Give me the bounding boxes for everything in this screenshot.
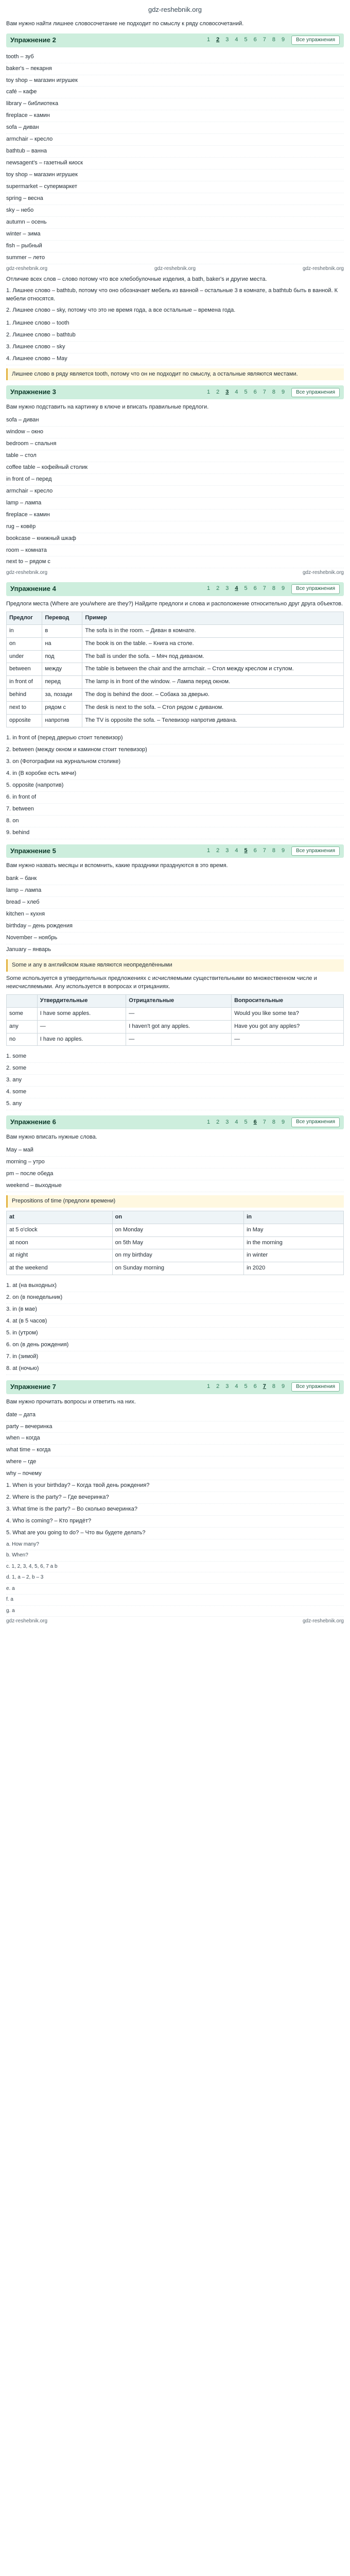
table-cell: — [126, 1007, 232, 1020]
answer-item: 4. Лишнее слово – May [6, 353, 344, 365]
table-cell: The desk is next to the sofa. – Стол рядом с диваном. [82, 702, 344, 715]
footer-answer-list [6, 1539, 344, 1617]
watermark-row [6, 569, 344, 577]
list-item: when – когда [6, 1433, 344, 1445]
list-item: fish – рыбный [6, 241, 344, 252]
exercise-nav-item[interactable]: 9 [282, 585, 285, 592]
table-header: Утвердительные [37, 994, 126, 1007]
table-cell: in front of [7, 676, 42, 689]
answer-item: 2. Лишнее слово – bathtub [6, 330, 344, 342]
exercise-nav-item[interactable]: 6 [253, 1383, 257, 1390]
table-cell: any [7, 1020, 38, 1033]
table-cell: on Sunday morning [112, 1262, 244, 1275]
answer-list [6, 733, 344, 839]
table-row [7, 1020, 344, 1033]
table-row [7, 702, 344, 715]
list-item: newsagent's – газетный киоск [6, 158, 344, 170]
site-title[interactable]: gdz-reshebnik.org [148, 6, 202, 13]
table-header [7, 994, 38, 1007]
exercise-5-header [6, 844, 344, 858]
exercise-nav-item[interactable]: 7 [262, 1118, 266, 1125]
all-exercises-button[interactable]: Все упражнения [291, 584, 340, 594]
exercise-nav-item-current[interactable]: 3 [225, 388, 229, 395]
table-cell: в [42, 624, 82, 637]
table-row [7, 650, 344, 663]
list-item: autumn – осень [6, 217, 344, 229]
list-item: what time – когда [6, 1445, 344, 1456]
exercise-nav-item[interactable]: 2 [216, 1118, 220, 1125]
exercise-nav-item[interactable]: 4 [235, 1118, 238, 1125]
exercise-nav-item[interactable]: 6 [253, 388, 257, 395]
paragraph: 2. Лишнее слово – sky, потому что это не время года, а все остальные – времена года. [6, 307, 236, 313]
list-item: window – окно [6, 427, 344, 438]
table-cell: Would you like some tea? [232, 1007, 344, 1020]
table-header-row [7, 1211, 344, 1224]
vocab-list [6, 1410, 344, 1481]
answer-item: 1. in front of (перед дверью стоит телевизор) [6, 733, 344, 744]
table-row [7, 1249, 344, 1262]
table-cell: между [42, 663, 82, 676]
table-row [7, 1236, 344, 1249]
list-item: summer – лето [6, 252, 344, 264]
table-row [7, 624, 344, 637]
exercise-4 [6, 582, 344, 839]
list-item: January – январь [6, 944, 344, 956]
list-item: bathtub – ванна [6, 146, 344, 158]
list-item: kitchen – кухня [6, 909, 344, 921]
exercise-2 [6, 33, 344, 381]
exercise-3-header [6, 385, 344, 399]
table-cell: перед [42, 676, 82, 689]
list-item: winter – зима [6, 229, 344, 241]
exercise-3-title: Упражнение 3 [10, 388, 56, 396]
list-item: lamp – лампа [6, 885, 344, 897]
table-cell: рядом с [42, 702, 82, 715]
table-cell: The book is on the table. – Книга на столе. [82, 637, 344, 650]
all-exercises-button[interactable]: Все упражнения [291, 1382, 340, 1392]
list-item: spring – весна [6, 193, 344, 205]
table-header: at [7, 1211, 113, 1224]
exercise-5 [6, 844, 344, 1111]
table-cell: напротив [42, 715, 82, 727]
table-cell: opposite [7, 715, 42, 727]
table-cell: Have you got any apples? [232, 1020, 344, 1033]
prepositions-table [6, 612, 344, 727]
list-item: fireplace – камин [6, 510, 344, 521]
answer-item: e. a [6, 1584, 344, 1595]
exercise-nav [205, 1383, 286, 1391]
list-item: morning – утро [6, 1157, 344, 1168]
all-exercises-button[interactable]: Все упражнения [291, 36, 340, 45]
exercise-nav-item-current[interactable]: 6 [253, 1118, 257, 1125]
paragraph: Вам нужно вписать нужные слова. [6, 1134, 97, 1140]
answer-list [6, 1480, 344, 1539]
vocab-list [6, 1145, 344, 1192]
list-item: bedroom – спальня [6, 438, 344, 450]
table-cell: in the morning [244, 1236, 344, 1249]
table-row [7, 1224, 344, 1236]
list-item: sky – небо [6, 205, 344, 217]
all-exercises-button[interactable]: Все упражнения [291, 388, 340, 398]
list-item: date – дата [6, 1410, 344, 1421]
list-item: why – почему [6, 1468, 344, 1480]
exercise-nav-item[interactable]: 2 [216, 585, 220, 592]
paragraph: Вам нужно подставить на картинку в ключе и вписать правильные предлоги. [6, 404, 209, 411]
exercise-6 [6, 1115, 344, 1375]
table-cell: The sofa is in the room. – Диван в комнате. [82, 624, 344, 637]
list-item: fireplace – камин [6, 110, 344, 122]
list-item: library – библиотека [6, 98, 344, 110]
exercise-nav-item[interactable]: 1 [207, 1383, 211, 1390]
list-item: armchair – кресло [6, 134, 344, 146]
table-cell: at 5 o'clock [7, 1224, 113, 1236]
answer-item: 4. in (В коробке есть мячи) [6, 768, 344, 780]
answer-item: 4. Who is coming? – Кто придёт? [6, 1516, 344, 1528]
exercise-nav [205, 388, 286, 397]
rule-title: Prepositions of time (предлоги времени) [6, 1195, 344, 1208]
exercise-nav-item[interactable]: 2 [216, 388, 220, 395]
exercise-nav-item[interactable]: 1 [207, 1118, 211, 1125]
table-header-row [7, 612, 344, 624]
some-any-table [6, 994, 344, 1046]
list-item: bookcase – книжный шкаф [6, 533, 344, 545]
answer-item: a. How many? [6, 1539, 344, 1551]
table-cell: in winter [244, 1249, 344, 1262]
exercise-nav-item[interactable]: 7 [262, 388, 266, 395]
exercise-nav-item[interactable]: 9 [282, 848, 285, 854]
table-cell: in 2020 [244, 1262, 344, 1275]
table-row [7, 1007, 344, 1020]
list-item: armchair – кресло [6, 486, 344, 498]
table-header-row [7, 994, 344, 1007]
answer-item: 2. some [6, 1063, 344, 1075]
vocab-list [6, 52, 344, 264]
exercise-7-title: Упражнение 7 [10, 1382, 56, 1391]
exercise-nav-item[interactable]: 1 [207, 388, 211, 395]
intro-text: Вам нужно найти лишнее словосочетание не подходит по смыслу к ряду словосочетаний. [6, 20, 244, 27]
exercise-nav-item[interactable]: 9 [282, 388, 285, 395]
watermark: gdz-reshebnik.org [6, 1618, 48, 1624]
exercise-nav-item[interactable]: 3 [225, 1118, 229, 1125]
table-cell: — [232, 1033, 344, 1046]
exercise-7 [6, 1380, 344, 1625]
rule-title: Some и any в английском языке являются неопределёнными [6, 959, 344, 972]
table-cell: The table is between the chair and the armchair. – Стол между креслом и стулом. [82, 663, 344, 676]
watermark-row [6, 1618, 344, 1625]
paragraph: Вам нужно прочитать вопросы и ответить на них. [6, 1398, 136, 1405]
watermark: gdz-reshebnik.org [302, 265, 344, 272]
exercise-nav-item[interactable]: 5 [244, 1383, 248, 1390]
paragraph: Отличие всех слов – слово потому что все хлебобулочные изделия, а bath, baker's и другие места. [6, 276, 267, 282]
table-cell: at night [7, 1249, 113, 1262]
exercise-nav-item[interactable]: 8 [272, 585, 276, 592]
table-row [7, 689, 344, 702]
exercise-nav-item[interactable]: 8 [272, 1118, 276, 1125]
list-item: in front of – перед [6, 474, 344, 486]
table-row [7, 1262, 344, 1275]
exercise-nav-item[interactable]: 9 [282, 1383, 285, 1390]
table-cell: between [7, 663, 42, 676]
answer-item: c. 1, 2, 3, 4, 5, 6, 7 a b [6, 1562, 344, 1573]
exercise-4-header [6, 582, 344, 596]
table-row [7, 676, 344, 689]
exercise-nav-item[interactable]: 2 [216, 848, 220, 854]
exercise-nav-item[interactable]: 2 [216, 1383, 220, 1390]
list-item: May – май [6, 1145, 344, 1157]
answer-item: d. 1, a – 2, b – 3 [6, 1572, 344, 1584]
table-cell: in [7, 624, 42, 637]
exercise-nav-item[interactable]: 8 [272, 848, 276, 854]
exercise-nav-item[interactable]: 4 [235, 388, 238, 395]
list-item: bread – хлеб [6, 897, 344, 909]
answer-item: 1. Лишнее слово – tooth [6, 318, 344, 330]
list-item: supermarket – супермаркет [6, 181, 344, 193]
exercise-nav-item[interactable]: 5 [244, 37, 248, 43]
table-cell: I have some apples. [37, 1007, 126, 1020]
table-cell: on [7, 637, 42, 650]
table-header: Отрицательные [126, 994, 232, 1007]
exercise-3 [6, 385, 344, 577]
exercise-nav-item[interactable]: 4 [235, 848, 238, 854]
answer-item: 1. When is your birthday? – Когда твой день рождения? [6, 1480, 344, 1492]
answer-list [6, 1051, 344, 1110]
paragraph: Вам нужно назвать месяцы и вспомнить, какие праздники празднуются в это время. [6, 862, 228, 869]
answer-item: b. When? [6, 1550, 344, 1562]
watermark: gdz-reshebnik.org [302, 1618, 344, 1624]
answer-item: 7. in (зимой) [6, 1351, 344, 1363]
exercise-7-header [6, 1380, 344, 1394]
answer-item: 4. at (в 5 часов) [6, 1316, 344, 1328]
list-item: party – вечеринка [6, 1421, 344, 1433]
list-item: November – ноябрь [6, 933, 344, 944]
exercise-nav-item[interactable]: 3 [225, 848, 229, 854]
answer-item: g. a [6, 1606, 344, 1617]
exercise-nav-item[interactable]: 8 [272, 37, 276, 43]
table-cell: The TV is opposite the sofa. – Телевизор напротив дивана. [82, 715, 344, 727]
list-item: café – кафе [6, 87, 344, 98]
note: Лишнее слово в ряду является tooth, потому что он не подходит по смыслу, а остальные являются местами. [6, 368, 344, 381]
table-cell: — [37, 1020, 126, 1033]
exercise-nav-item[interactable]: 4 [235, 1383, 238, 1390]
exercise-nav-item[interactable]: 8 [272, 1383, 276, 1390]
list-item: coffee table – кофейный столик [6, 462, 344, 474]
exercise-nav-item[interactable]: 5 [244, 585, 248, 592]
prepositions-time-table [6, 1211, 344, 1276]
watermark: gdz-reshebnik.org [6, 570, 48, 576]
all-exercises-button[interactable]: Все упражнения [291, 846, 340, 856]
answer-item: 2. Where is the party? – Где вечеринка? [6, 1492, 344, 1504]
answer-item: 3. in (в мае) [6, 1304, 344, 1316]
answer-item: 2. on (в понедельник) [6, 1292, 344, 1304]
table-cell: no [7, 1033, 38, 1046]
exercise-nav-item[interactable]: 9 [282, 1118, 285, 1125]
list-item: pm – после обеда [6, 1168, 344, 1180]
table-row [7, 637, 344, 650]
list-item: where – где [6, 1456, 344, 1468]
table-cell: on Monday [112, 1224, 244, 1236]
exercise-6-header [6, 1115, 344, 1129]
table-cell: in May [244, 1224, 344, 1236]
table-cell: — [126, 1033, 232, 1046]
exercise-2-header [6, 33, 344, 47]
list-item: sofa – диван [6, 415, 344, 427]
answer-item: 5. any [6, 1098, 344, 1110]
watermark-row [6, 265, 344, 273]
exercise-nav-item[interactable]: 5 [244, 388, 248, 395]
list-item: rug – ковёр [6, 521, 344, 533]
list-item: weekend – выходные [6, 1180, 344, 1192]
list-item: room – комната [6, 545, 344, 557]
list-item: baker's – пекарня [6, 63, 344, 75]
paragraph: 1. Лишнее слово – bathtub, потому что оно обозначает мебель из ванной – остальные 3 в комнате, а bathtub быть в ванной. К мебели относятся. [6, 287, 338, 302]
table-cell: The lamp is in front of the window. – Лампа перед окном. [82, 676, 344, 689]
table-cell: I have no apples. [37, 1033, 126, 1046]
exercise-nav-item[interactable]: 6 [253, 585, 257, 592]
answer-item: 6. in front of [6, 792, 344, 804]
list-item: toy shop – магазин игрушек [6, 170, 344, 181]
exercise-nav-item[interactable]: 5 [244, 1118, 248, 1125]
exercise-nav-item[interactable]: 4 [235, 37, 238, 43]
exercise-nav-item-current[interactable]: 2 [216, 37, 220, 43]
table-cell: some [7, 1007, 38, 1020]
answer-item: 5. in (утром) [6, 1328, 344, 1340]
table-cell: The dog is behind the door. – Собака за дверью. [82, 689, 344, 702]
vocab-list [6, 415, 344, 568]
answer-item: 3. on (Фотографии на журнальном столике) [6, 756, 344, 768]
exercise-nav-item[interactable]: 3 [225, 585, 229, 592]
list-item: sofa – диван [6, 122, 344, 134]
answer-item: 4. some [6, 1087, 344, 1098]
exercise-5-title: Упражнение 5 [10, 846, 56, 855]
table-cell: behind [7, 689, 42, 702]
exercise-nav-item[interactable]: 6 [253, 848, 257, 854]
list-item: bank – банк [6, 873, 344, 885]
table-cell: at the weekend [7, 1262, 113, 1275]
answer-list [6, 1280, 344, 1375]
table-cell: on 5th May [112, 1236, 244, 1249]
table-row [7, 1033, 344, 1046]
answer-item: 2. between (между окном и камином стоит телевизор) [6, 744, 344, 756]
all-exercises-button[interactable]: Все упражнения [291, 1117, 340, 1127]
answer-item: 8. at (ночью) [6, 1363, 344, 1375]
answer-item: 1. at (на выходных) [6, 1280, 344, 1292]
table-cell: I haven't got any apples. [126, 1020, 232, 1033]
vocab-list [6, 873, 344, 956]
exercise-nav-item[interactable]: 7 [262, 585, 266, 592]
answer-item: 6. on (в день рождения) [6, 1340, 344, 1351]
table-header: on [112, 1211, 244, 1224]
answer-item: f. a [6, 1595, 344, 1606]
table-header: Вопросительные [232, 994, 344, 1007]
table-cell: under [7, 650, 42, 663]
exercise-nav [205, 36, 286, 44]
list-item: next to – рядом с [6, 556, 344, 568]
exercise-nav-item[interactable]: 1 [207, 848, 211, 854]
list-item: table – стол [6, 450, 344, 462]
exercise-nav-item[interactable]: 7 [262, 37, 266, 43]
table-cell: The ball is under the sofa. – Мяч под диваном. [82, 650, 344, 663]
table-cell: next to [7, 702, 42, 715]
list-item: toy shop – магазин игрушек [6, 75, 344, 87]
exercise-nav [205, 585, 286, 593]
table-header: in [244, 1211, 344, 1224]
exercise-nav-item[interactable]: 7 [262, 848, 266, 854]
exercise-nav [205, 847, 286, 855]
exercise-2-title: Упражнение 2 [10, 36, 56, 44]
answer-item: 1. some [6, 1051, 344, 1063]
exercise-nav-item[interactable]: 8 [272, 388, 276, 395]
table-row [7, 715, 344, 727]
table-header: Предлог [7, 612, 42, 624]
answer-item: 3. Лишнее слово – sky [6, 342, 344, 353]
table-row [7, 663, 344, 676]
answer-list [6, 318, 344, 365]
answer-item: 9. behind [6, 827, 344, 839]
answer-item: 8. on [6, 816, 344, 827]
exercise-nav-item[interactable]: 6 [253, 37, 257, 43]
table-cell: за, позади [42, 689, 82, 702]
watermark: gdz-reshebnik.org [302, 570, 344, 576]
exercise-nav-item[interactable]: 9 [282, 37, 285, 43]
exercise-4-title: Упражнение 4 [10, 584, 56, 592]
table-cell: on my birthday [112, 1249, 244, 1262]
exercise-nav-item[interactable]: 3 [225, 37, 229, 43]
watermark: gdz-reshebnik.org [154, 265, 196, 272]
answer-item: 7. between [6, 804, 344, 816]
answer-item: 3. any [6, 1075, 344, 1087]
watermark: gdz-reshebnik.org [6, 265, 48, 272]
exercise-nav-item-current[interactable]: 5 [244, 848, 248, 854]
exercise-nav-item[interactable]: 3 [225, 1383, 229, 1390]
rule-text: Some используется в утвердительных предложениях с исчисляемыми существительными во множественном числе и неисчисляемыми. Any используется в вопросах и отрицаниях. [6, 975, 317, 990]
table-cell: под [42, 650, 82, 663]
answer-item: 3. What time is the party? – Во сколько вечеринка? [6, 1504, 344, 1516]
table-cell: на [42, 637, 82, 650]
exercise-nav-item-current[interactable]: 4 [235, 585, 238, 592]
list-item: lamp – лампа [6, 498, 344, 510]
list-item: tooth – зуб [6, 52, 344, 63]
answer-item: 5. opposite (напротив) [6, 780, 344, 792]
exercise-nav-item-current[interactable]: 7 [262, 1383, 266, 1390]
table-header: Перевод [42, 612, 82, 624]
exercise-nav-item[interactable]: 1 [207, 585, 211, 592]
exercise-nav-item[interactable]: 1 [207, 37, 211, 43]
table-cell: at noon [7, 1236, 113, 1249]
answer-item: 5. What are you going to do? – Что вы будете делать? [6, 1528, 344, 1539]
list-item: birthday – день рождения [6, 921, 344, 933]
paragraph: Предлоги места (Where are you/where are they?) Найдите предлоги и слова и расположение относительно друг друга объектов. [6, 600, 343, 607]
table-header: Пример [82, 612, 344, 624]
exercise-6-title: Упражнение 6 [10, 1118, 56, 1126]
exercise-nav [205, 1118, 286, 1127]
